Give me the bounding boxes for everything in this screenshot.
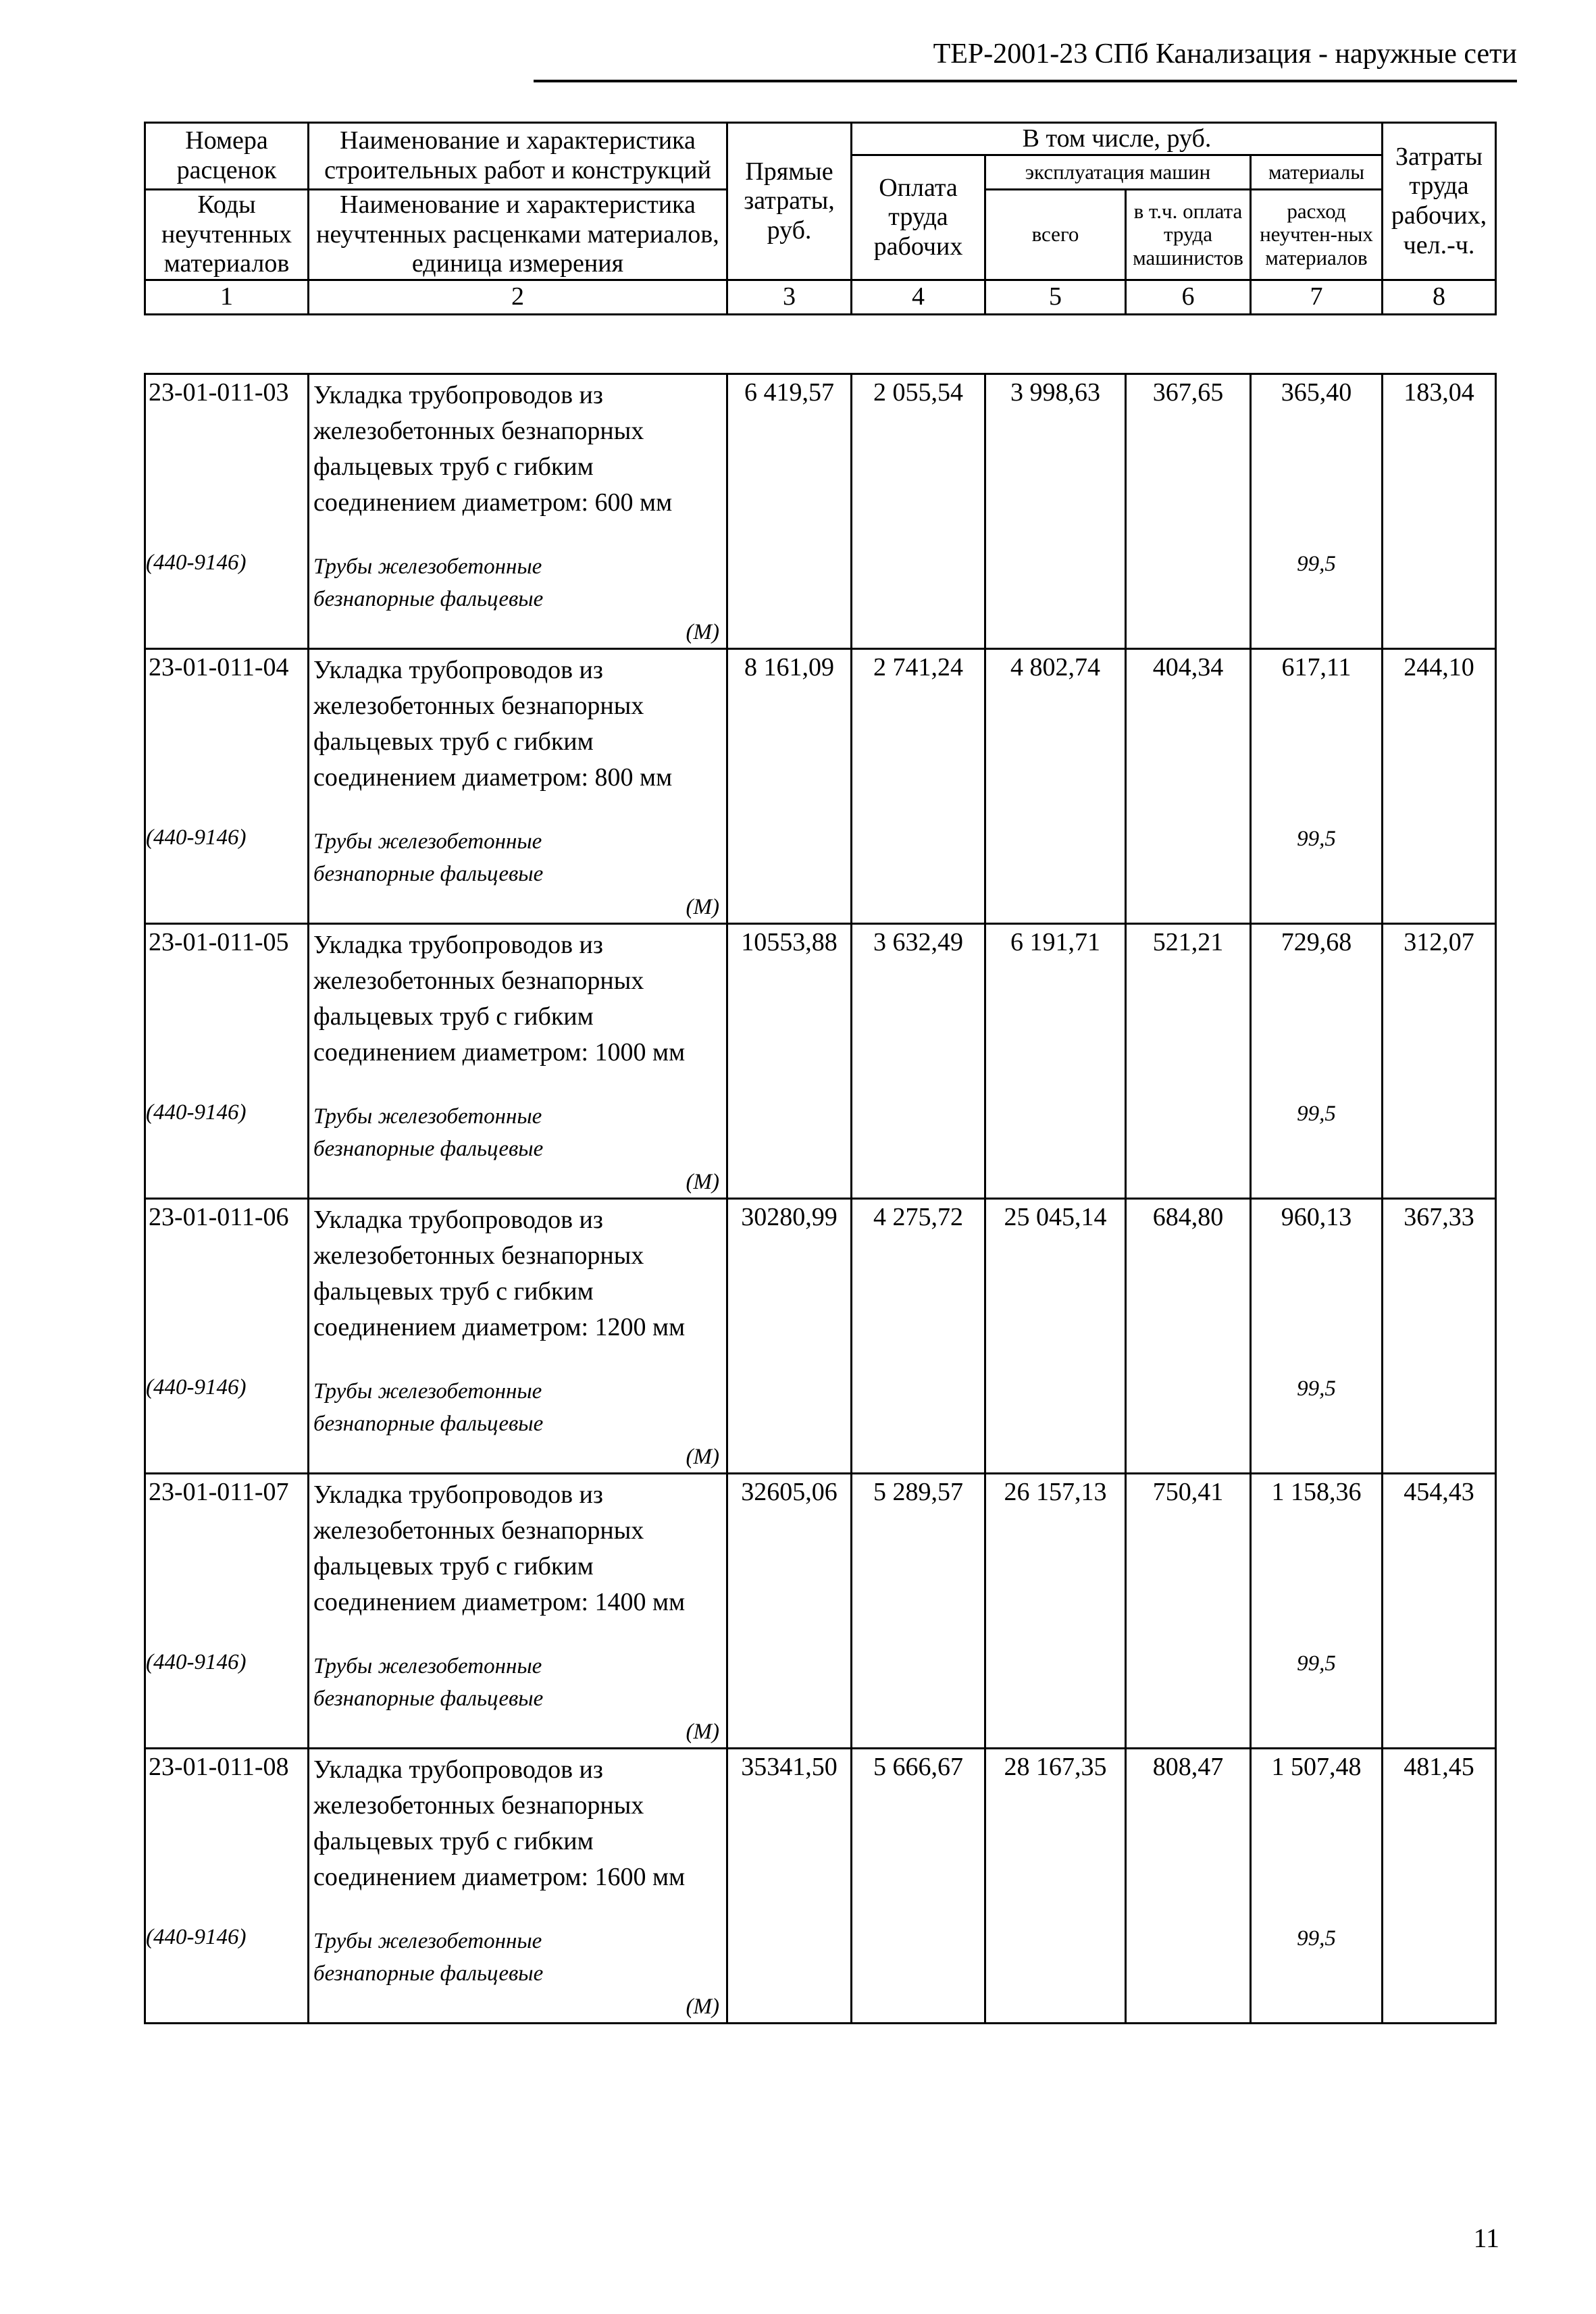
labor-pay: 5 666,67 (873, 1753, 963, 1781)
direct-costs: 8 161,09 (744, 653, 834, 682)
labor-hours: 481,45 (1404, 1753, 1474, 1781)
col-header-machines: эксплуатация машин (985, 155, 1251, 190)
machines-total: 26 157,13 (1004, 1478, 1107, 1506)
table-row (145, 374, 1496, 649)
machines-total: 3 998,63 (1010, 378, 1100, 407)
material-unit: (М) (686, 1445, 719, 1469)
table-row (145, 1749, 1496, 2024)
labor-pay: 2 055,54 (873, 378, 963, 407)
labor-hours: 244,10 (1404, 653, 1474, 682)
materials-cost: 960,13 (1281, 1203, 1352, 1231)
material-consumption: 99,5 (1297, 1926, 1336, 1951)
machines-total: 28 167,35 (1004, 1753, 1107, 1781)
table-row (145, 649, 1496, 924)
col-header-machines-labor: в т.ч. оплата труда машинистов (1126, 190, 1251, 280)
col-header-labor-pay: Оплата труда рабочих (852, 155, 985, 280)
material-name: Трубы железобетонные безнапорные фальцевые (313, 1379, 544, 1436)
work-name: Укладка трубопроводов из железобетонных безнапорных фальцевых труб с гибким соединением диаметром: 1000 мм (313, 931, 686, 1066)
labor-hours: 183,04 (1404, 378, 1474, 407)
material-code: (440-9146) (146, 1650, 247, 1674)
col-header-rate-numbers: Номера расценок (145, 123, 309, 190)
col-header-material-name: Наименование и характеристика неучтенных расценками материалов, единица измерения (309, 190, 727, 280)
machines-labor: 750,41 (1152, 1478, 1224, 1506)
labor-hours: 312,07 (1404, 928, 1474, 956)
material-code: (440-9146) (146, 825, 247, 850)
rate-code: 23-01-011-06 (149, 1203, 289, 1231)
material-consumption: 99,5 (1297, 1102, 1336, 1126)
col-number: 7 (1251, 280, 1383, 315)
direct-costs: 10553,88 (741, 928, 838, 956)
rate-code: 23-01-011-04 (149, 653, 289, 682)
work-name: Укладка трубопроводов из железобетонных безнапорных фальцевых труб с гибким соединением диаметром: 600 мм (313, 381, 673, 517)
machines-labor: 404,34 (1152, 653, 1224, 682)
col-number: 4 (852, 280, 985, 315)
materials-cost: 1 158,36 (1271, 1478, 1362, 1506)
work-name: Укладка трубопроводов из железобетонных безнапорных фальцевых труб с гибким соединением диаметром: 1200 мм (313, 1206, 686, 1341)
direct-costs: 30280,99 (741, 1203, 838, 1231)
material-code: (440-9146) (146, 1375, 247, 1399)
rate-code: 23-01-011-05 (149, 928, 289, 956)
col-header-labor-costs: Затраты труда рабочих, чел.-ч. (1383, 123, 1496, 280)
col-header-work-name: Наименование и характеристика строительных работ и конструкций (309, 123, 727, 190)
material-unit: (М) (686, 1720, 719, 1744)
col-header-including: В том числе, руб. (852, 123, 1383, 155)
labor-hours: 367,33 (1404, 1203, 1474, 1231)
material-name: Трубы железобетонные безнапорные фальцевые (313, 829, 544, 886)
table-row (145, 1199, 1496, 1474)
materials-cost: 1 507,48 (1271, 1753, 1362, 1781)
material-code: (440-9146) (146, 1100, 247, 1125)
material-unit: (М) (686, 1995, 719, 2019)
rate-code: 23-01-011-08 (149, 1753, 289, 1781)
material-code: (440-9146) (146, 1925, 247, 1949)
page-number: 11 (1473, 2223, 1499, 2253)
rates-table (144, 373, 1497, 2024)
direct-costs: 35341,50 (741, 1753, 838, 1781)
col-number: 8 (1383, 280, 1496, 315)
work-name: Укладка трубопроводов из железобетонных безнапорных фальцевых труб с гибким соединением диаметром: 1600 мм (313, 1755, 686, 1891)
material-unit: (М) (686, 620, 719, 644)
col-header-machines-total: всего (985, 190, 1126, 280)
material-unit: (М) (686, 895, 719, 919)
col-header-materials: материалы (1251, 155, 1383, 190)
table-header (144, 122, 1497, 315)
machines-labor: 684,80 (1152, 1203, 1224, 1231)
material-consumption: 99,5 (1297, 552, 1336, 576)
machines-total: 4 802,74 (1010, 653, 1100, 682)
work-name: Укладка трубопроводов из железобетонных безнапорных фальцевых труб с гибким соединением диаметром: 800 мм (313, 656, 673, 792)
material-unit: (М) (686, 1170, 719, 1194)
col-number: 1 (145, 280, 309, 315)
col-header-unaccounted-codes: Коды неучтенных материалов (145, 190, 309, 280)
col-number: 2 (309, 280, 727, 315)
col-number: 3 (727, 280, 852, 315)
col-header-materials-consumption: расход неучтен-ных материалов (1251, 190, 1383, 280)
machines-total: 25 045,14 (1004, 1203, 1107, 1231)
materials-cost: 729,68 (1281, 928, 1352, 956)
rate-code: 23-01-011-07 (149, 1478, 289, 1506)
col-header-direct-costs: Прямые затраты, руб. (727, 123, 852, 280)
material-name: Трубы железобетонные безнапорные фальцевые (313, 1929, 544, 1986)
material-name: Трубы железобетонные безнапорные фальцевые (313, 1104, 544, 1161)
machines-total: 6 191,71 (1010, 928, 1100, 956)
machines-labor: 367,65 (1152, 378, 1224, 407)
labor-pay: 5 289,57 (873, 1478, 963, 1506)
material-code: (440-9146) (146, 550, 247, 575)
direct-costs: 6 419,57 (744, 378, 834, 407)
labor-pay: 2 741,24 (873, 653, 963, 682)
direct-costs: 32605,06 (741, 1478, 838, 1506)
material-name: Трубы железобетонные безнапорные фальцевые (313, 555, 544, 611)
labor-hours: 454,43 (1404, 1478, 1474, 1506)
material-consumption: 99,5 (1297, 1651, 1336, 1676)
header-rule (534, 80, 1517, 82)
material-consumption: 99,5 (1297, 1377, 1336, 1401)
labor-pay: 3 632,49 (873, 928, 963, 956)
rate-code: 23-01-011-03 (149, 378, 289, 407)
page-header-title: ТЕР-2001-23 СПб Канализация - наружные сети (933, 38, 1517, 70)
material-name: Трубы железобетонные безнапорные фальцевые (313, 1654, 544, 1711)
materials-cost: 365,40 (1281, 378, 1352, 407)
table-row (145, 1474, 1496, 1749)
material-consumption: 99,5 (1297, 827, 1336, 851)
labor-pay: 4 275,72 (873, 1203, 963, 1231)
work-name: Укладка трубопроводов из железобетонных безнапорных фальцевых труб с гибким соединением диаметром: 1400 мм (313, 1481, 686, 1616)
materials-cost: 617,11 (1281, 653, 1352, 682)
col-number: 5 (985, 280, 1126, 315)
machines-labor: 521,21 (1152, 928, 1224, 956)
table-row (145, 924, 1496, 1199)
col-number: 6 (1126, 280, 1251, 315)
machines-labor: 808,47 (1152, 1753, 1224, 1781)
